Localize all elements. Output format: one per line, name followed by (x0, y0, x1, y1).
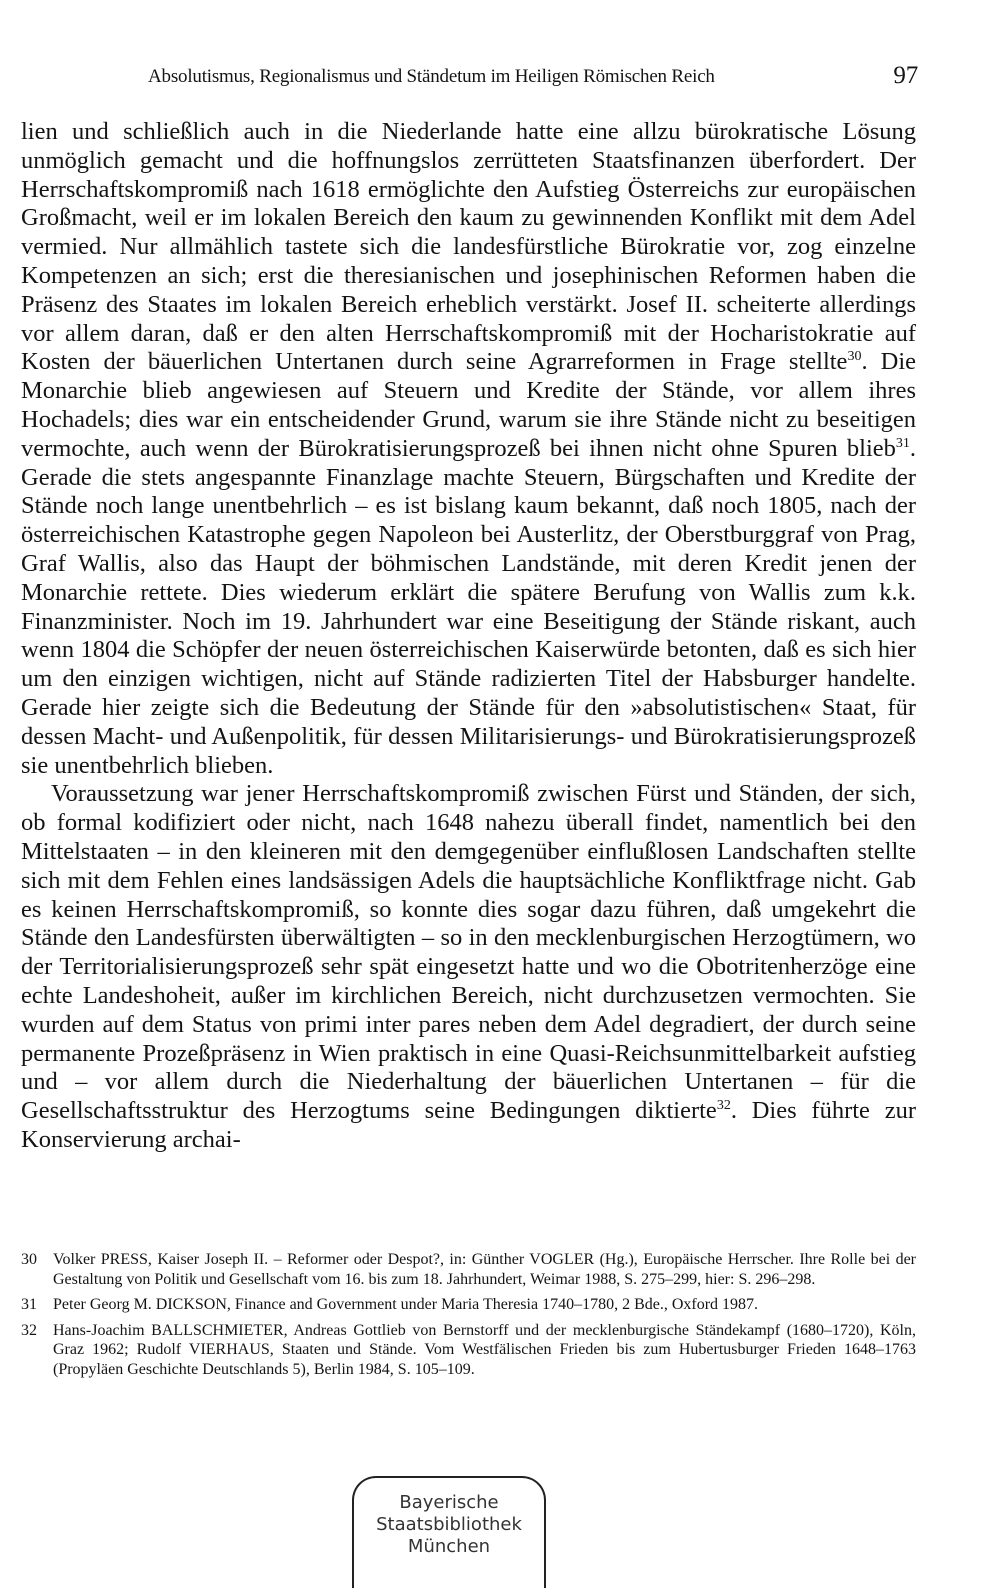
footnote-ref-32: 32 (716, 1098, 731, 1114)
paragraph-2-part-a: Voraussetzung war jener Herrschaftskompromiß zwischen Fürst und Ständen, der sich, ob formal kodifiziert oder nicht, nach 1648 nahezu überall findet, namentlich bei den Mittelstaaten – in den kleineren mit den demgegenüber einflußlosen Landschaften stellte sich mit dem Fehlen eines landsässigen Adels die hauptsächliche Konfliktfrage nicht. Gab es keinen Herrschaftskompromiß, so konnte dies sogar dazu führen, daß umgekehrt die Stände den Landesfürsten überwältigten – so in den mecklenburgischen Herzogtümern, wo der Territorialisierungsprozeß sehr spät eingesetzt hatte und wo die Obotritenherzöge eine echte Landeshoheit, außer im kirchlichen Bereich, nicht durchzusetzen vermochten. Sie wurden auf dem Status von primi inter pares neben dem Adel degradiert, der durch seine permanente Prozeßpräsenz in Wien praktisch in eine Quasi-Reichsunmittelbarkeit aufstieg und – vor allem durch die Niederhaltung der bäuerlichen Untertanen – für die Gesellschaftsstruktur des Herzogtums seine Bedingungen diktierte (21, 780, 916, 1125)
paragraph-2-part-b: . Dies führte zur Konservierung archai- (21, 1097, 916, 1153)
page-number: 97 (893, 62, 918, 89)
footnote-number: 32 (21, 1321, 37, 1339)
running-title: Absolutismus, Regionalismus und Ständetum im Heiligen Römischen Reich (148, 66, 715, 87)
footnote-number: 31 (21, 1296, 37, 1314)
footnote-text: Volker PRESS, Kaiser Joseph II. – Reformer oder Despot?, in: Günther VOGLER (Hg.), Europäische Herrscher. Ihre Rolle bei der Gestaltung von Politik und Gesellschaft vom 16. bis zum 18. Jahrhundert, Weimar 1988, S. 275–299, hier: S. 296–298. (53, 1251, 916, 1288)
footnote-32 (21, 1321, 916, 1380)
footnote-text: Hans-Joachim BALLSCHMIETER, Andreas Gottlieb von Bernstorff und der mecklenburgische Ständekampf (1680–1720), Köln, Graz 1962; Rudolf VIERHAUS, Staaten und Stände. Vom Westfälischen Frieden bis zum Hubertusburger Frieden 1648–1763 (Propyläen Geschichte Deutschlands 5), Berlin 1984, S. 105–109. (53, 1321, 916, 1378)
paragraph-1-part-b: . Die Monarchie blieb angewiesen auf Steuern und Kredite der Stände, vor allem ihres Hochadels; dies war ein entscheidender Grund, warum sie ihre Stände nicht zu beseitigen vermochte, auch wenn der Bürokratisierungsprozeß bei ihnen nicht ohne Spuren blieb (21, 348, 917, 462)
stamp-line-1: Bayerische (399, 1492, 499, 1513)
footnote-ref-30: 30 (847, 349, 862, 365)
footnote-number: 30 (21, 1251, 37, 1268)
footnote-ref-31: 31 (895, 435, 910, 451)
footnotes (21, 1250, 916, 1386)
stamp-line-3: München (407, 1536, 491, 1557)
paragraph-2 (21, 780, 916, 1154)
paragraph-1-part-c: . Gerade die stets angespannte Finanzlage machte Steuern, Bürgschaften und Kredite der Stände noch lange unentbehrlich – es ist bislang kaum bekannt, daß noch 1805, nach der österreichischen Katastrophe gegen Napoleon bei Austerlitz, der Oberstburggraf von Prag, Graf Wallis, also das Haupt der böhmischen Landstände, mit deren Kredit jenen der Monarchie rettete. Dies wiederum erklärt die spätere Berufung von Wallis zum k.k. Finanzminister. Noch im 19. Jahrhundert war eine Beseitigung der Stände riskant, auch wenn 1804 die Schöpfer der neuen österreichischen Kaiserwürde betonten, daß es sich hier um den einzigen wichtigen, nicht auf Stände radizierten Titel der Habsburger handelte. Gerade hier zeigte sich die Bedeutung der Stände für den »absolutistischen« Staat, für dessen Macht- und Außenpolitik, für dessen Militarisierungs- und Bürokratisierungsprozeß sie unentbehrlich blieben. (21, 434, 916, 779)
footnote-text: Peter Georg M. DICKSON, Finance and Government under Maria Theresia 1740–1780, 2 Bde., Oxford 1987. (53, 1296, 759, 1314)
library-stamp (352, 1476, 546, 1588)
paragraph-1 (21, 118, 916, 780)
running-head (148, 62, 918, 96)
paragraph-1-part-a: lien und schließlich auch in die Niederlande hatte eine allzu bürokratische Lösung unmöglich gemacht und die hoffnungslos zerrütteten Staatsfinanzen überfordert. Der Herrschaftskompromiß nach 1618 ermöglichte den Aufstieg Österreichs zur europäischen Großmacht, weil er im lokalen Bereich den kaum zu gewinnenden Konflikt mit dem Adel vermied. Nur allmählich tastete sich die landesfürstliche Bürokratie vor, zog einzelne Kompetenzen an sich; erst die theresianischen und josephinischen Reformen haben die Präsenz des Staates im lokalen Bereich erheblich verstärkt. Josef II. scheiterte allerdings vor allem daran, daß er den alten Herrschaftskompromiß mit der Hocharistokratie auf Kosten der bäuerlichen Untertanen durch seine Agrarreformen in Frage stellte (21, 118, 916, 376)
stamp-line-2: Staatsbibliothek (376, 1514, 522, 1535)
footnote-31 (21, 1295, 916, 1315)
main-text (21, 118, 916, 1155)
footnote-30 (21, 1250, 916, 1289)
